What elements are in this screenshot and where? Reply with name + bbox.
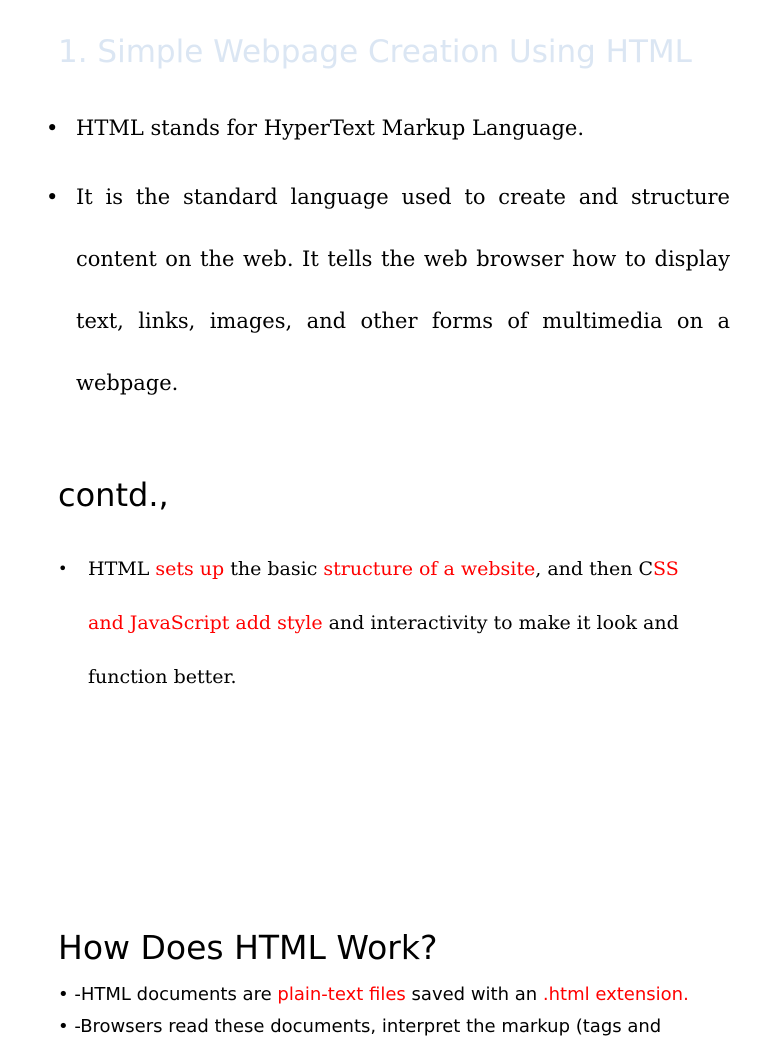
text-segment: • -HTML documents are bbox=[58, 984, 278, 1005]
bullet-marker: • bbox=[46, 185, 59, 209]
highlighted-segment: structure of a website bbox=[323, 558, 536, 580]
bullet-marker: • bbox=[58, 559, 68, 578]
text-segment: • -Browsers read these documents, interpret the markup (tags and bbox=[58, 1016, 662, 1037]
contd-bullet-item bbox=[54, 542, 714, 704]
how-bullet-item bbox=[58, 982, 758, 1008]
how-heading: How Does HTML Work? bbox=[58, 928, 438, 967]
how-bullet-item bbox=[58, 1014, 758, 1040]
highlighted-segment: .html extension. bbox=[542, 984, 689, 1005]
text-segment: HTML bbox=[88, 558, 156, 580]
intro-bullet-text: It is the standard language used to create and structure content on the web. It tells the web browser how to display text, links, images, and other forms of multimedia on a webpage. bbox=[76, 185, 730, 395]
text-segment: , and then C bbox=[535, 558, 654, 580]
intro-bullet-item bbox=[40, 166, 730, 414]
text-segment: and interactivity to make it look and function better. bbox=[88, 612, 679, 688]
highlighted-segment: plain-text files bbox=[277, 984, 406, 1005]
contd-bullet-list bbox=[54, 542, 714, 704]
intro-bullet-list bbox=[40, 108, 730, 414]
text-segment: the basic bbox=[224, 558, 324, 580]
how-bullet-list bbox=[58, 982, 758, 1046]
highlighted-segment: sets up bbox=[155, 558, 225, 580]
highlighted-segment: SS and JavaScript add style bbox=[88, 558, 679, 634]
intro-bullet-text: HTML stands for HyperText Markup Language. bbox=[76, 116, 585, 140]
page-title: 1. Simple Webpage Creation Using HTML bbox=[58, 34, 692, 70]
contd-bullet-text bbox=[88, 558, 679, 688]
intro-bullet-item bbox=[40, 108, 730, 148]
bullet-marker: • bbox=[46, 116, 59, 140]
contd-heading: contd., bbox=[58, 476, 169, 514]
text-segment: saved with an bbox=[405, 984, 543, 1005]
